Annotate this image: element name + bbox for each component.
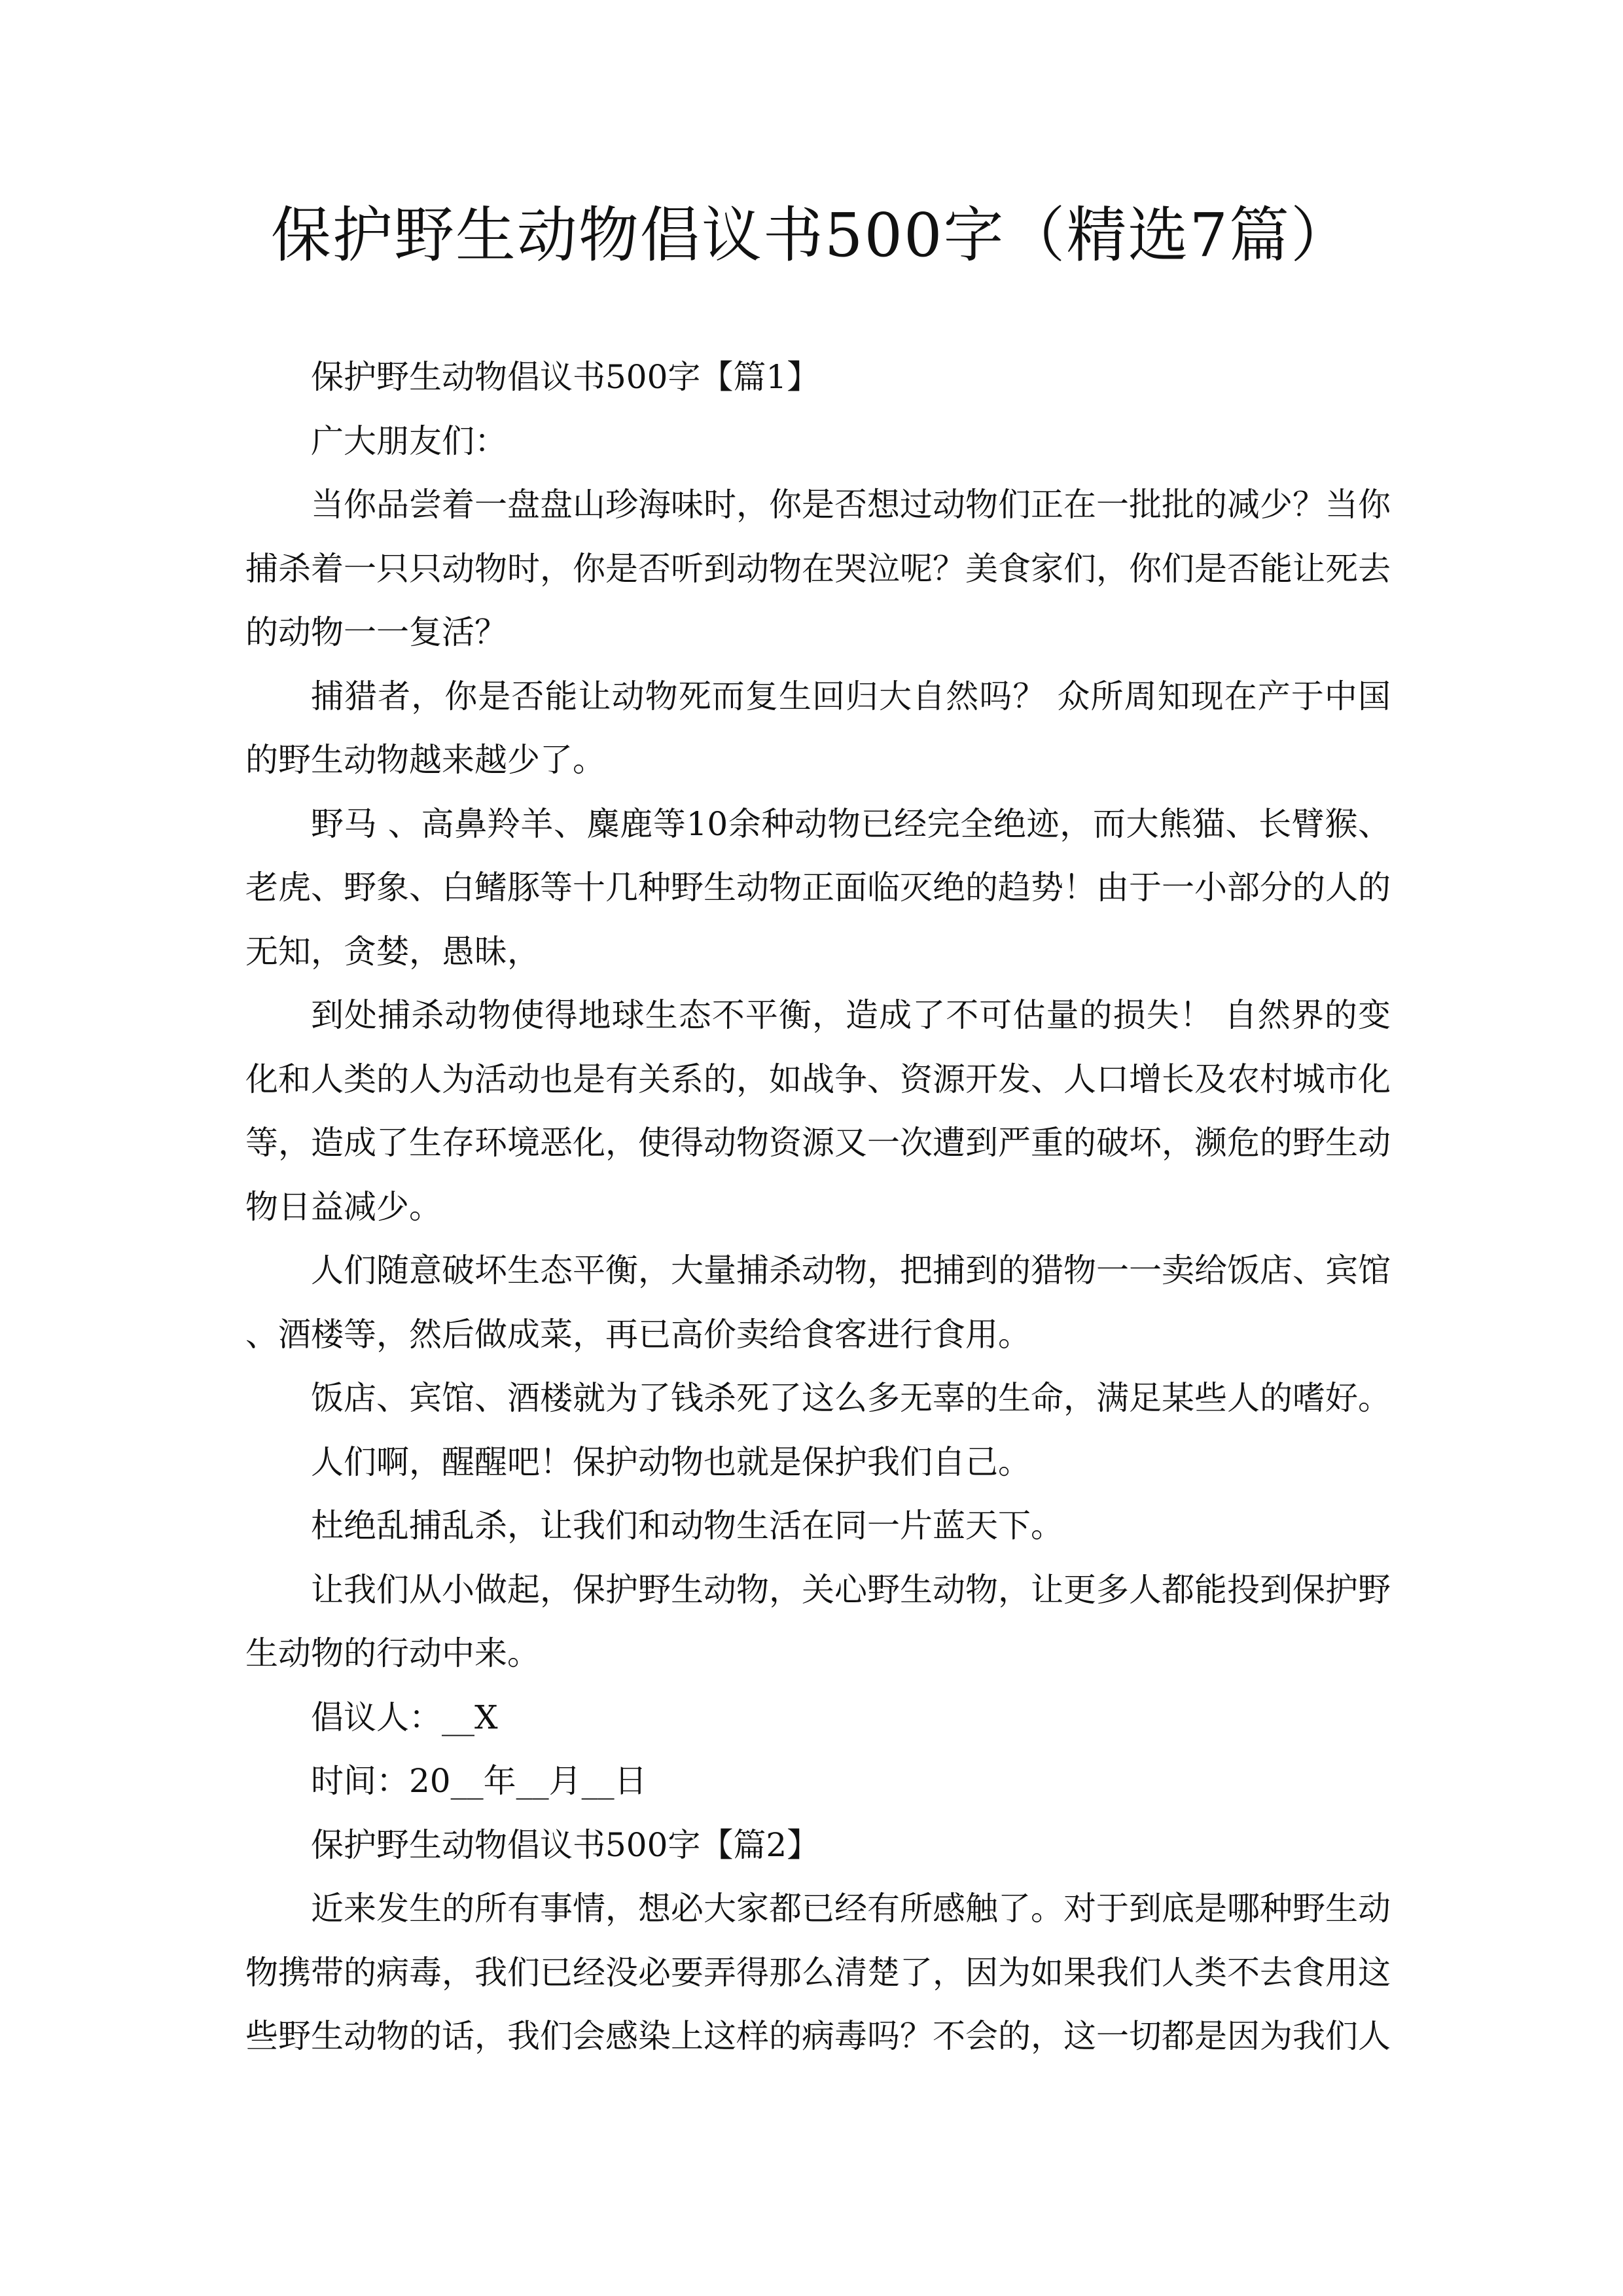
paragraph: 人们啊，醒醒吧！保护动物也就是保护我们自己。 [311,1443,1031,1481]
paragraph: 当你品尝着一盘盘山珍海味时，你是否想过动物们正在一批批的减少？当你捕杀着一只只动物时，你是否听到动物在哭泣呢？美食家们，你们是否能让死去的动物一一复活？ [245,486,1391,651]
paragraph: 野马 、高鼻羚羊、麋鹿等10余种动物已经完全绝迹，而大熊猫、长臂猴、老虎、野象、白鳍豚等十几种野生动物正面临灭绝的趋势！由于一小部分的人的无知，贪婪，愚昧， [245,804,1391,971]
salutation: 广大朋友们： [311,422,507,460]
document-title: 保护野生动物倡议书500字（精选7篇） [270,200,1353,270]
signature-line: 倡议人：__X [311,1698,498,1736]
paragraph: 人们随意破坏生态平衡，大量捕杀动物，把捕到的猎物一一卖给饭店、宾馆、酒楼等，然后做成菜，再已高价卖给食客进行食用。 [245,1251,1391,1354]
paragraph: 到处捕杀动物使得地球生态不平衡，造成了不可估量的损失！ 自然界的变化和人类的人为活动也是有关系的，如战争、资源开发、人口增长及农村城市化等，造成了生存环境恶化，使得动物资源又一次遭到严重的破坏，濒危的野生动物日益减少。 [245,996,1391,1226]
paragraph: 杜绝乱捕乱杀，让我们和动物生活在同一片蓝天下。 [311,1507,1063,1545]
paragraph: 饭店、宾馆、酒楼就为了钱杀死了这么多无辜的生命，满足某些人的嗜好。 [311,1379,1391,1417]
paragraph: 让我们从小做起，保护野生动物，关心野生动物，让更多人都能投到保护野生动物的行动中来。 [245,1570,1391,1672]
document-body [245,346,1391,2069]
section-heading: 保护野生动物倡议书500字【篇1】 [311,358,820,396]
paragraph: 捕猎者，你是否能让动物死而复生回归大自然吗？ 众所周知现在产于中国的野生动物越来越少了。 [245,677,1391,779]
date-line: 时间：20__年__月__日 [311,1762,647,1800]
section-heading: 保护野生动物倡议书500字【篇2】 [311,1825,820,1864]
paragraph: 近来发生的所有事情，想必大家都已经有所感触了。对于到底是哪种野生动物携带的病毒，我们已经没必要弄得那么清楚了，因为如果我们人类不去食用这些野生动物的话，我们会感染上这样的病毒吗？不会的，这一切都是因为我们人 [245,1890,1391,2055]
